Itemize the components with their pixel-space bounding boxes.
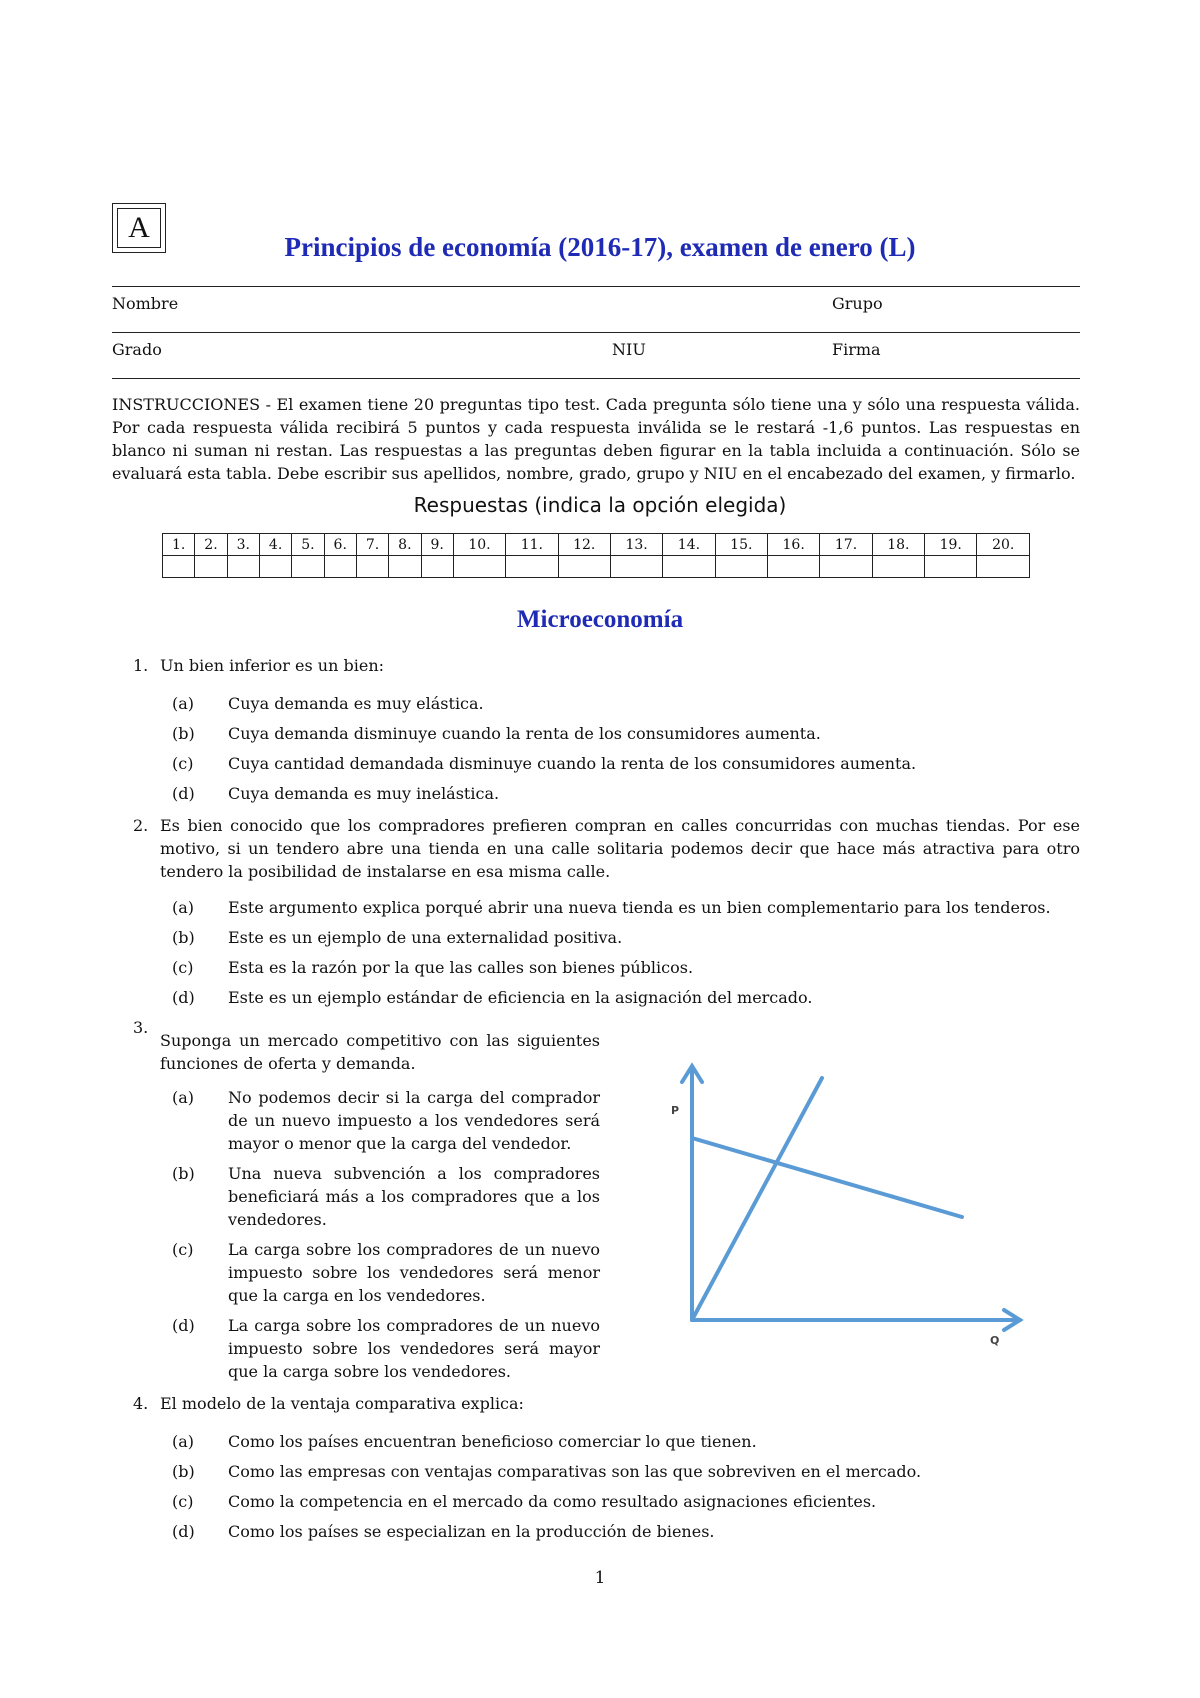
divider [112, 378, 1080, 379]
answer-cell[interactable] [715, 556, 767, 578]
answer-cell[interactable] [663, 556, 715, 578]
answer-number: 6. [324, 534, 356, 556]
answers-table [162, 533, 1030, 578]
supply-demand-graph [650, 1050, 1040, 1350]
exam-title: Principios de economía (2016-17), examen de enero (L) [284, 232, 916, 262]
question-text: Un bien inferior es un bien: [160, 656, 385, 675]
question-text: Es bien conocido que los compradores prefieren compran en calles concurridas con muchas tiendas. Por ese motivo, si un tendero abre una tienda en una calle solitaria podemos decir que hace más atractiva para otro tendero la posibilidad de instalarse en esa misma calle. [160, 816, 1080, 881]
section-title: Microeconomía [516, 606, 684, 633]
degree-field-label[interactable]: Grado [112, 340, 162, 359]
option-label: (b) [172, 724, 195, 743]
answers-title: Respuestas (indica la opción elegida) [413, 493, 787, 517]
option-text: Como la competencia en el mercado da como resultado asignaciones eficientes. [228, 1492, 877, 1511]
answer-cell[interactable] [453, 556, 505, 578]
answer-number: 11. [506, 534, 558, 556]
answers-header-row [163, 534, 1030, 556]
option-label: (a) [172, 1088, 195, 1107]
answer-number: 9. [421, 534, 453, 556]
option-text: Como los países encuentran beneficioso comerciar lo que tienen. [228, 1432, 757, 1451]
option-text: Este es un ejemplo estándar de eficiencia en la asignación del mercado. [228, 988, 813, 1007]
question-number: 4. [133, 1394, 149, 1413]
answer-cell[interactable] [195, 556, 227, 578]
answer-number: 12. [558, 534, 610, 556]
question-number: 1. [133, 656, 149, 675]
option-text: Cuya demanda es muy elástica. [228, 694, 484, 713]
signature-field-label[interactable]: Firma [832, 340, 881, 359]
answer-number: 14. [663, 534, 715, 556]
answer-number: 4. [259, 534, 291, 556]
divider [112, 332, 1080, 333]
answer-number: 18. [872, 534, 924, 556]
answer-cell[interactable] [163, 556, 195, 578]
answer-cell[interactable] [506, 556, 558, 578]
answer-cell[interactable] [610, 556, 662, 578]
option-label: (b) [172, 1462, 195, 1481]
answer-number: 17. [820, 534, 872, 556]
option-text: Este es un ejemplo de una externalidad positiva. [228, 928, 623, 947]
option-label: (b) [172, 1164, 195, 1183]
option-text: La carga sobre los compradores de un nuevo impuesto sobre los vendedores será menor que la carga en los vendedores. [228, 1240, 600, 1305]
exam-version-letter: A [117, 208, 161, 248]
option-label: (c) [172, 958, 194, 977]
answer-cell[interactable] [227, 556, 259, 578]
answer-cell[interactable] [356, 556, 388, 578]
name-field-label[interactable]: Nombre [112, 294, 179, 313]
option-label: (d) [172, 988, 195, 1007]
option-label: (b) [172, 928, 195, 947]
question-number: 2. [133, 816, 149, 835]
answer-cell[interactable] [324, 556, 356, 578]
answer-number: 16. [767, 534, 819, 556]
answer-cell[interactable] [925, 556, 977, 578]
supply-line [692, 1078, 822, 1320]
option-text: Como las empresas con ventajas comparativas son las que sobreviven en el mercado. [228, 1462, 922, 1481]
answer-cell[interactable] [421, 556, 453, 578]
option-text: Esta es la razón por la que las calles son bienes públicos. [228, 958, 694, 977]
option-text: La carga sobre los compradores de un nuevo impuesto sobre los vendedores será mayor que la carga sobre los vendedores. [228, 1316, 600, 1381]
answer-number: 13. [610, 534, 662, 556]
answer-number: 2. [195, 534, 227, 556]
answer-number: 19. [925, 534, 977, 556]
option-label: (a) [172, 1432, 195, 1451]
answers-blank-row [163, 556, 1030, 578]
answer-number: 7. [356, 534, 388, 556]
answer-cell[interactable] [259, 556, 291, 578]
answer-cell[interactable] [389, 556, 421, 578]
answer-cell[interactable] [820, 556, 872, 578]
demand-line [692, 1138, 962, 1217]
answer-number: 20. [977, 534, 1030, 556]
divider [112, 286, 1080, 287]
answer-cell[interactable] [292, 556, 324, 578]
answer-number: 8. [389, 534, 421, 556]
question-number: 3. [133, 1018, 149, 1037]
answer-cell[interactable] [872, 556, 924, 578]
answer-number: 10. [453, 534, 505, 556]
option-label: (a) [172, 694, 195, 713]
answer-cell[interactable] [558, 556, 610, 578]
question-text: Suponga un mercado competitivo con las siguientes funciones de oferta y demanda. [160, 1031, 600, 1073]
option-label: (d) [172, 784, 195, 803]
option-label: (c) [172, 1492, 194, 1511]
option-label: (d) [172, 1316, 195, 1335]
option-label: (c) [172, 1240, 194, 1259]
x-axis-label: Q [990, 1334, 1000, 1347]
instructions: INSTRUCCIONES - El examen tiene 20 preguntas tipo test. Cada pregunta sólo tiene una y sólo una respuesta válida. Por cada respuesta válida recibirá 5 puntos y cada respuesta inválida se le restará -1,6 puntos. Las respuestas en blanco ni suman ni restan. Las respuestas a las preguntas deben figurar en la tabla incluida a continuación. Sólo se evaluará esta tabla. Debe escribir sus apellidos, nombre, grado, grupo y NIU en el encabezado del examen, y firmarlo. [112, 395, 1080, 483]
option-text: Como los países se especializan en la producción de bienes. [228, 1522, 715, 1541]
option-text: No podemos decir si la carga del comprador de un nuevo impuesto a los vendedores será mayor o menor que la carga del vendedor. [228, 1088, 600, 1153]
y-axis-label: P [671, 1104, 680, 1117]
option-label: (a) [172, 898, 195, 917]
niu-field-label[interactable]: NIU [612, 340, 646, 359]
answer-cell[interactable] [977, 556, 1030, 578]
option-label: (d) [172, 1522, 195, 1541]
answer-number: 5. [292, 534, 324, 556]
option-text: Cuya cantidad demandada disminuye cuando la renta de los consumidores aumenta. [228, 754, 917, 773]
option-text: Este argumento explica porqué abrir una nueva tienda es un bien complementario para los tenderos. [228, 898, 1051, 917]
group-field-label[interactable]: Grupo [832, 294, 883, 313]
question-text: El modelo de la ventaja comparativa explica: [160, 1394, 524, 1413]
option-text: Cuya demanda es muy inelástica. [228, 784, 500, 803]
answer-number: 3. [227, 534, 259, 556]
answer-number: 1. [163, 534, 195, 556]
option-text: Una nueva subvención a los compradores beneficiará más a los compradores que a los vendedores. [228, 1164, 600, 1229]
answer-number: 15. [715, 534, 767, 556]
page-number: 1 [594, 1568, 606, 1588]
option-label: (c) [172, 754, 194, 773]
answer-cell[interactable] [767, 556, 819, 578]
option-text: Cuya demanda disminuye cuando la renta de los consumidores aumenta. [228, 724, 821, 743]
